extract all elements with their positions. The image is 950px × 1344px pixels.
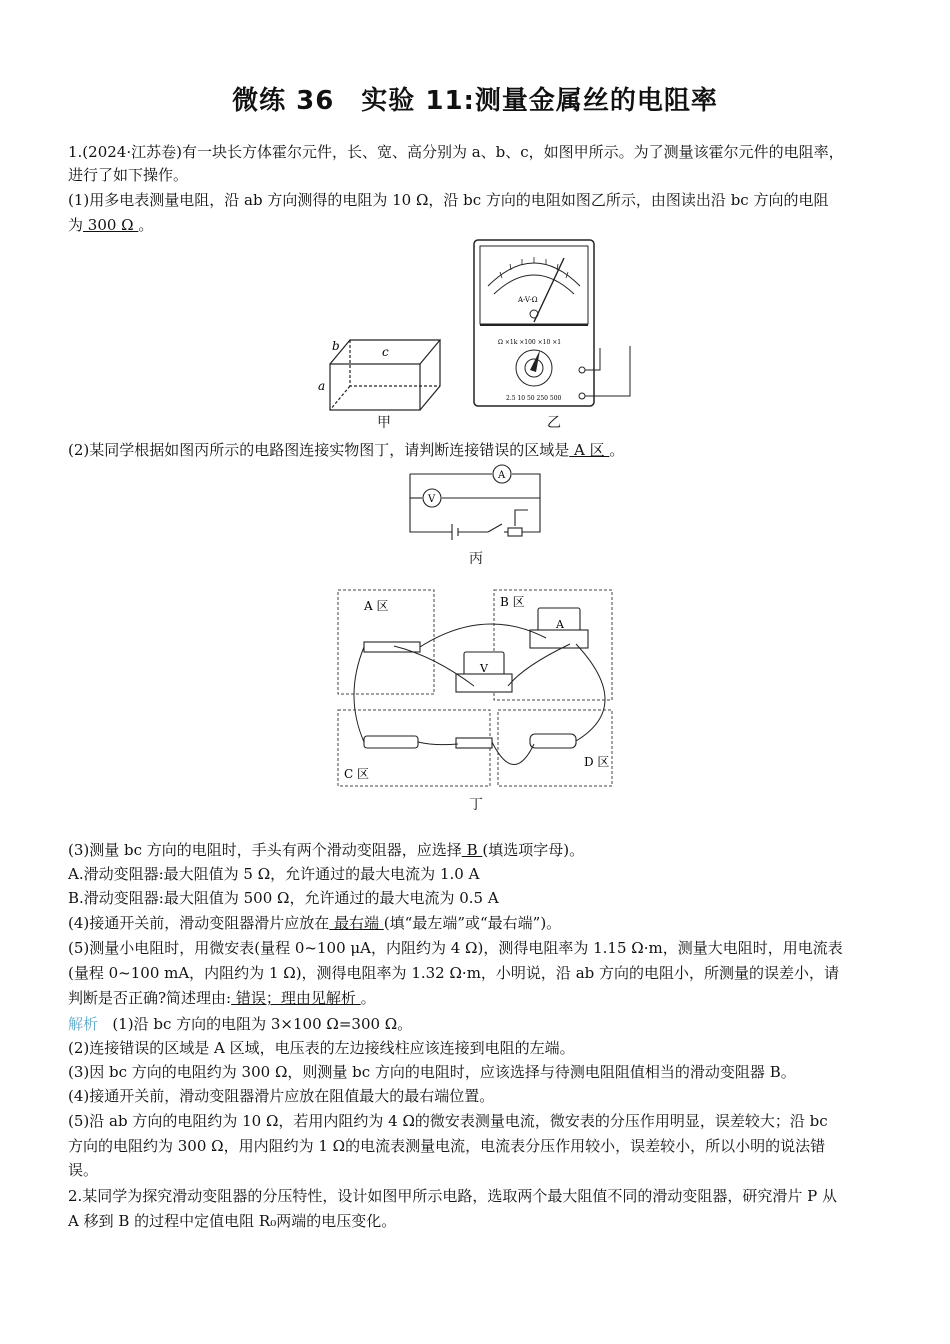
- label-a: a: [318, 379, 326, 393]
- label-b: b: [332, 339, 340, 353]
- caption-yi: 乙: [547, 415, 561, 431]
- solution-4: (4)接通开关前，滑动变阻器滑片应放在阻值最大的最右端位置。: [68, 1087, 495, 1105]
- option-b: B.滑动变阻器:最大阻值为 500 Ω，允许通过的最大电流为 0.5 A: [68, 889, 499, 907]
- q1-stem-line2: 进行了如下操作。: [68, 166, 189, 184]
- zone-c-label: C 区: [344, 767, 369, 781]
- q1-part5-line1: (5)测量小电阻时，用微安表(量程 0~100 μA，内阻约为 4 Ω)，测得电阻率为 1.15 Ω·m，测量大电阻时，用电流表: [68, 939, 843, 957]
- ammeter-label: A: [556, 618, 564, 631]
- solution-5-line1: (5)沿 ab 方向的电阻约为 10 Ω，若用内阻约为 4 Ω的微安表测量电流，微安表的分压作用明显，误差较大；沿 bc: [68, 1112, 828, 1130]
- selector-labels: Ω ×1k ×100 ×10 ×1: [498, 339, 562, 346]
- q1-part2: (2)某同学根据如图丙所示的电路图连接实物图丁，请判断连接错误的区域是 A 区 。: [68, 441, 625, 459]
- caption-ding: 丁: [469, 797, 483, 813]
- rheostat: [530, 734, 576, 748]
- q1-stem-line1: 1.(2024·江苏卷)有一块长方体霍尔元件，长、宽、高分别为 a、b、c，如图甲所示。为了测量该霍尔元件的电阻率，: [68, 143, 844, 161]
- figure-yi-multimeter: [470, 238, 640, 410]
- q1-part4: (4)接通开关前，滑动变阻器滑片应放在 最右端 (填“最左端”或“最右端”)。: [68, 914, 562, 932]
- voltmeter-label: V: [480, 662, 488, 675]
- selector-bottom: 2.5 10 50 250 500: [506, 395, 562, 402]
- symbol-V: V: [428, 494, 436, 505]
- q1-part1-line2: 为 300 Ω 。: [68, 216, 154, 234]
- battery: [364, 736, 418, 748]
- zone-b-label: B 区: [500, 595, 525, 609]
- caption-jia: 甲: [377, 415, 391, 431]
- caption-bing: 丙: [469, 551, 483, 567]
- q1-part3: (3)测量 bc 方向的电阻时，手头有两个滑动变阻器，应选择 B (填选项字母)。: [68, 841, 585, 859]
- solution-2: (2)连接错误的区域是 A 区域，电压表的左边接线柱应该连接到电阻的左端。: [68, 1039, 575, 1057]
- answer-4: 最右端: [329, 914, 384, 932]
- label-c: c: [382, 345, 389, 359]
- zone-a-label: A 区: [364, 599, 389, 613]
- answer-1: 300 Ω: [83, 216, 139, 234]
- figure-ding-wiring: [334, 586, 616, 790]
- q1-part1-line1: (1)用多电表测量电阻，沿 ab 方向测得的电阻为 10 Ω，沿 bc 方向的电阻如图乙所示，由图读出沿 bc 方向的电阻: [68, 191, 829, 209]
- figure-bing-circuit: [400, 460, 550, 542]
- solution-5-line3: 误。: [68, 1161, 99, 1179]
- dial-scale-label: A-V-Ω: [518, 296, 538, 304]
- symbol-A: A: [498, 470, 506, 481]
- solution-1: 解析 (1)沿 bc 方向的电阻为 3×100 Ω=300 Ω。: [68, 1015, 413, 1033]
- answer-5: 错误；理由见解析: [231, 989, 361, 1007]
- solution-3: (3)因 bc 方向的电阻约为 300 Ω，则测量 bc 方向的电阻时，应该选择与待测电阻阻值相当的滑动变阻器 B。: [68, 1063, 796, 1081]
- solution-5-line2: 方向的电阻约为 300 Ω，用内阻约为 1 Ω的电流表测量电流，电流表分压作用较小，误差较小，所以小明的说法错: [68, 1137, 826, 1155]
- option-a: A.滑动变阻器:最大阻值为 5 Ω，允许通过的最大电流为 1.0 A: [68, 865, 480, 883]
- q1-part5-line3: 判断是否正确?简述理由: 错误；理由见解析 。: [68, 989, 376, 1007]
- answer-3: B: [461, 841, 483, 859]
- q2-line2: A 移到 B 的过程中定值电阻 R₀两端的电压变化。: [68, 1212, 397, 1230]
- page-title: 微练 36 实验 11:测量金属丝的电阻率: [232, 86, 718, 116]
- answer-2: A 区: [569, 441, 610, 459]
- q2-line1: 2.某同学为探究滑动变阻器的分压特性，设计如图甲所示电路，选取两个最大阻值不同的滑动变阻器，研究滑片 P 从: [68, 1187, 837, 1205]
- q1-part5-line2: (量程 0~100 mA，内阻约为 1 Ω)，测得电阻率为 1.32 Ω·m，小明说，沿 ab 方向的电阻小，所测量的误差小，请: [68, 964, 840, 982]
- zone-d-label: D 区: [584, 755, 610, 769]
- solution-label: 解析: [68, 1015, 99, 1033]
- resistor: [364, 642, 420, 652]
